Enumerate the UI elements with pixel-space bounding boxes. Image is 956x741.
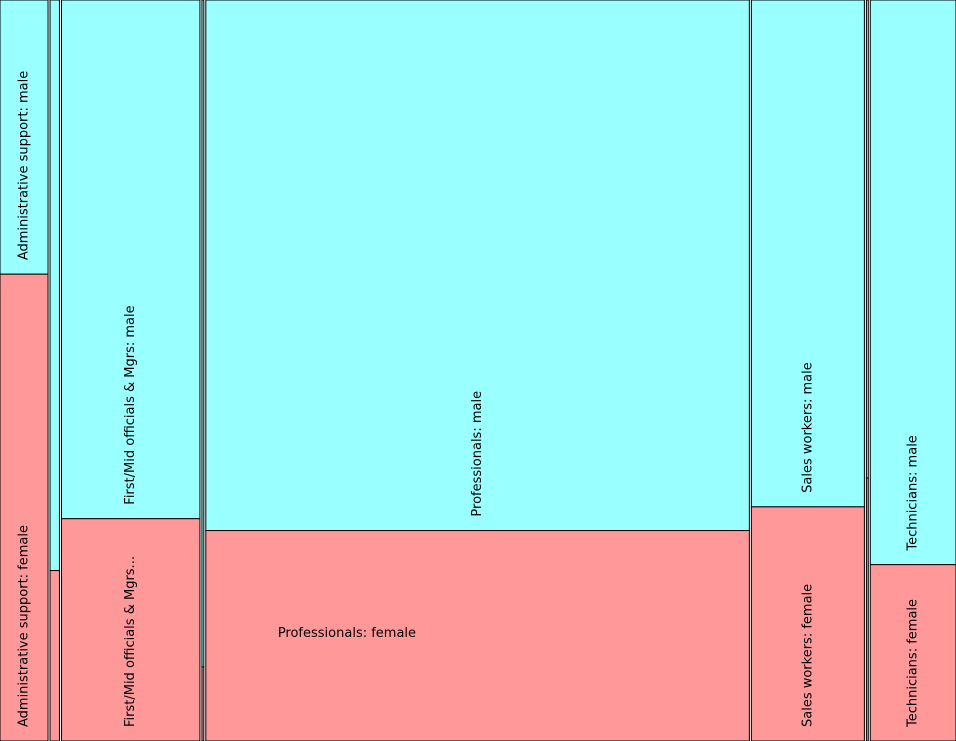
first-mid-officials-mgrs-female-label: First/Mid officials & Mgrs... <box>123 556 139 727</box>
professionals-male-label: Professionals: male <box>470 390 486 517</box>
professionals-female-label: Professionals: female <box>277 626 417 642</box>
technicians-male-label: Technicians: male <box>905 435 921 551</box>
administrative-support-male-label: Administrative support: male <box>16 70 32 261</box>
laborers-and-helpers-female-tile <box>202 667 204 741</box>
first-mid-officials-mgrs-male-label: First/Mid officials & Mgrs: male <box>123 305 139 505</box>
craft-workers-male-tile <box>50 0 59 571</box>
service-workers-female-tile <box>866 478 868 741</box>
sales-workers-female-label: Sales workers: female <box>800 583 816 727</box>
sales-workers-male-label: Sales workers: male <box>800 362 816 493</box>
craft-workers-female-tile <box>50 571 59 741</box>
administrative-support-female-label: Administrative support: female <box>16 525 32 727</box>
laborers-and-helpers-male-tile <box>202 0 204 667</box>
technicians-female-label: Technicians: female <box>905 598 921 727</box>
service-workers-male-tile <box>866 0 868 478</box>
